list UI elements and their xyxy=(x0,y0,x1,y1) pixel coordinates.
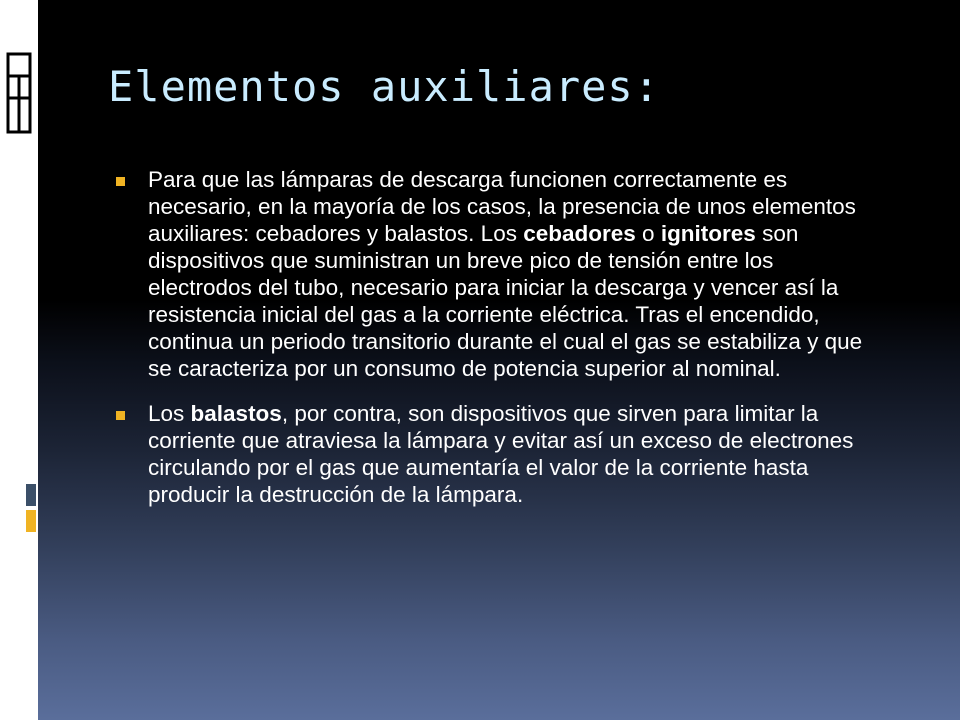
accent-block-blue xyxy=(26,484,36,506)
slide-content xyxy=(112,166,872,526)
term-cebadores: cebadores xyxy=(523,221,636,246)
bullet-1-text-3: son dispositivos que suministran un breve pico de tensión entre los electrodos del tubo, necesario para iniciar la descarga y vencer así la resistencia inicial del gas a la corriente eléctrica. Tras el encendido, continua un periodo transitorio durante el cual el gas se estabiliza y que se caracteriza por un consumo de potencia superior al nominal. xyxy=(148,221,863,381)
slide-title: Elementos auxiliares: xyxy=(108,62,661,111)
accent-block-yellow xyxy=(26,510,36,532)
square-bullet-icon xyxy=(116,411,125,420)
square-bullet-icon xyxy=(116,177,125,186)
bullet-2-text-1: Los xyxy=(148,401,191,426)
left-decorative-strip xyxy=(0,0,38,720)
bullet-1-text-1: Para que las lámparas de descarga funcionen correctamente es necesario, en la mayoría de los casos, la presencia de unos elementos auxiliares: cebadores y balastos. Los xyxy=(148,167,856,246)
window-pane-icon xyxy=(6,52,32,134)
bullet-1-text-2: o xyxy=(635,221,661,246)
bullet-paragraph-2 xyxy=(112,400,872,508)
bullet-2-text-2: , por contra, son dispositivos que sirven para limitar la corriente que atraviesa la lámpara y evitar así un exceso de electrones circulando por el gas que aumentaría el valor de la corriente hasta producir la destrucción de la lámpara. xyxy=(148,401,854,507)
term-balastos: balastos xyxy=(190,401,282,426)
bullet-paragraph-1 xyxy=(112,166,872,382)
term-ignitores: ignitores xyxy=(660,221,756,246)
